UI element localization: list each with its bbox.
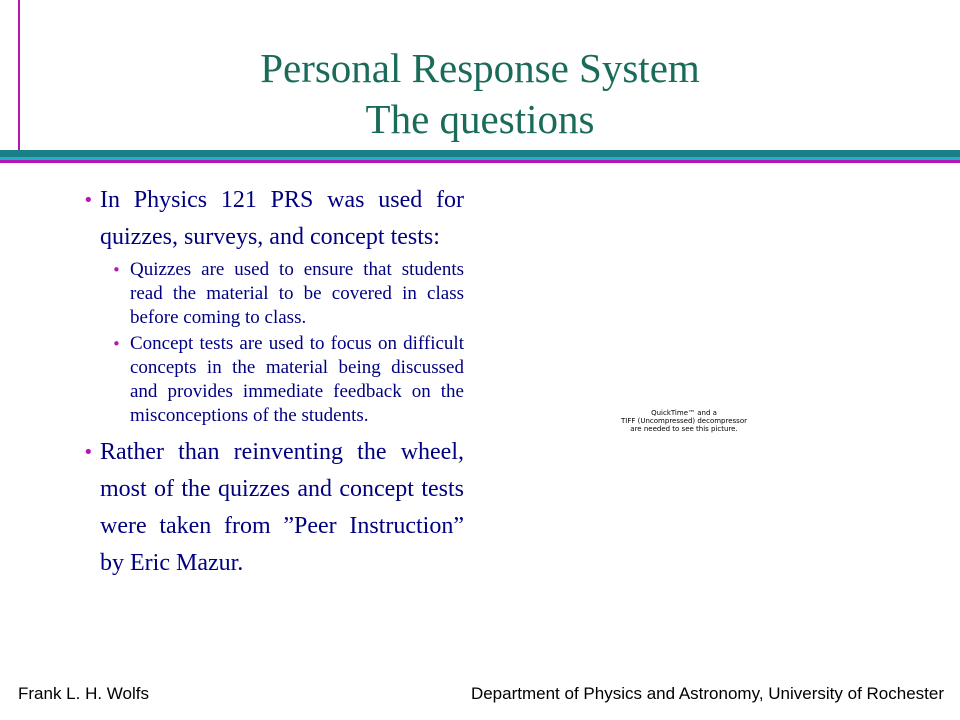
slide-title: Personal Response System	[260, 45, 700, 91]
sub-bullet-text: Concept tests are used to focus on difficult concepts in the material being discussed and provides immediate feedback on the misconceptions of the students.	[130, 333, 464, 426]
bullet-item	[80, 182, 464, 256]
title-rule-magenta	[0, 160, 960, 163]
placeholder-line: TIFF (Uncompressed) decompressor	[621, 417, 747, 425]
sub-bullet-item	[80, 332, 464, 428]
sub-bullet-item	[80, 258, 464, 330]
bullet-icon: •	[83, 442, 94, 463]
bullet-icon: •	[112, 335, 121, 353]
bullet-item	[80, 434, 464, 582]
bullet-icon: •	[83, 190, 94, 211]
bullet-icon: •	[112, 261, 121, 279]
placeholder-line: are needed to see this picture.	[630, 425, 738, 433]
footer-department: Department of Physics and Astronomy, University of Rochester	[470, 684, 944, 703]
bullet-text: Rather than reinventing the wheel, most of the quizzes and concept tests were taken from ”Peer Instruction” by Eric Mazur.	[100, 439, 464, 576]
placeholder-line: QuickTime™ and a	[651, 409, 717, 417]
bullet-text: In Physics 121 PRS was used for quizzes, surveys, and concept tests:	[100, 187, 464, 250]
bullet-list	[80, 182, 464, 582]
image-placeholder	[614, 409, 754, 433]
sub-bullet-text: Quizzes are used to ensure that students read the material to be covered in class before coming to class.	[130, 259, 464, 328]
slide-subtitle: The questions	[365, 96, 595, 142]
title-rule-teal	[0, 150, 960, 157]
footer-author: Frank L. H. Wolfs	[18, 684, 149, 703]
